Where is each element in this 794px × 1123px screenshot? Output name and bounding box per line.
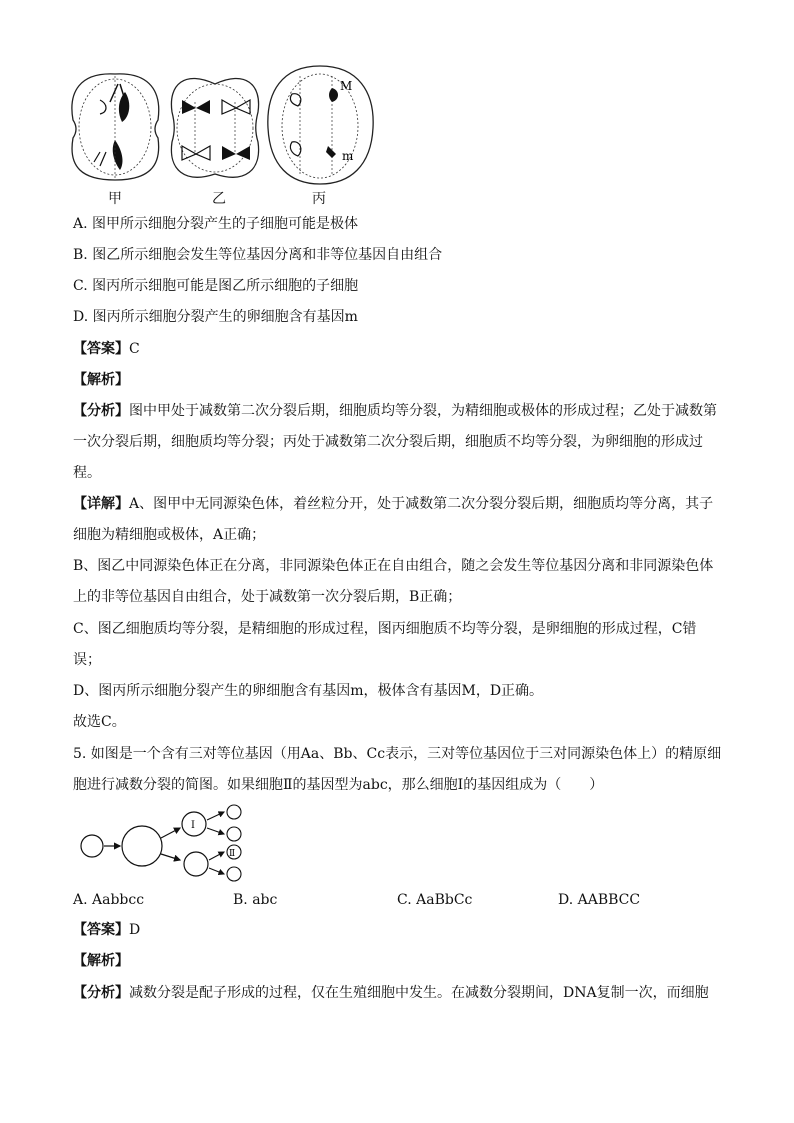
q5-stem-line-2: 胞进行减数分裂的简图。如果细胞Ⅱ的基因型为abc，那么细胞Ⅰ的基因组成为（ ） xyxy=(73,777,604,793)
q5-stem-line-1: 5. 如图是一个含有三对等位基因（用Aa、Bb、Cc表示，三对等位基因位于三对同源染色体上）的精原细 xyxy=(73,746,722,762)
label-bing: 丙 xyxy=(312,191,326,207)
xiangjie-text: A、图甲中无同源染色体，着丝粒分开，处于减数第二次分裂分裂后期，细胞质均等分离，其子 xyxy=(129,496,714,512)
q5-analysis-tag: 【解析】 xyxy=(73,953,129,969)
q4-xiangjie-line-4: 上的非等位基因自由组合，处于减数第一次分裂后期，B正确； xyxy=(73,589,462,605)
q4-xiangjie-line-3: B、图乙中同源染色体正在分离，非同源染色体正在自由组合，随之会发生等位基因分离和非同源染色体 xyxy=(73,558,714,574)
q4-xiangjie-line-5: C、图乙细胞质均等分裂，是精细胞的形成过程，图丙细胞质不均等分裂，是卵细胞的形成过程，C错 xyxy=(73,621,697,637)
cell-bing xyxy=(268,66,373,184)
q4-option-d: D. 图丙所示细胞分裂产生的卵细胞含有基因m xyxy=(73,309,358,325)
q4-xiangjie-line-2: 细胞为精细胞或极体，A正确； xyxy=(73,527,266,543)
answer-value: D xyxy=(129,922,141,938)
fenxi-tag: 【分析】 xyxy=(73,985,129,1001)
q5-option-b: B. abc xyxy=(233,892,278,908)
q4-option-c: C. 图丙所示细胞可能是图乙所示细胞的子细胞 xyxy=(73,278,359,294)
meiosis-diagram xyxy=(76,806,256,882)
q5-answer xyxy=(73,920,723,940)
gene-label-m: m xyxy=(342,149,354,163)
q4-option-a: A. 图甲所示细胞分裂产生的子细胞可能是极体 xyxy=(73,216,359,232)
q4-analysis-tag: 【解析】 xyxy=(73,372,129,388)
q4-fenxi-line-1 xyxy=(73,401,723,421)
fenxi-tag: 【分析】 xyxy=(73,403,129,419)
q4-conclusion: 故选C。 xyxy=(73,714,126,730)
cell-division-figure xyxy=(70,62,380,202)
fenxi-text: 图中甲处于减数第二次分裂后期，细胞质均等分裂，为精细胞或极体的形成过程；乙处于减数第 xyxy=(129,403,717,419)
q5-fenxi-line xyxy=(73,983,723,1003)
cell-yi xyxy=(171,79,258,178)
q5-option-c: C. AaBbCc xyxy=(397,892,473,908)
fenxi-text: 减数分裂是配子形成的过程，仅在生殖细胞中发生。在减数分裂期间，DNA复制一次，而细胞 xyxy=(129,985,709,1001)
answer-value: C xyxy=(129,341,140,357)
cell-jia xyxy=(72,74,159,180)
q5-option-a: A. Aabbcc xyxy=(73,892,145,908)
q4-xiangjie-line-6: 误； xyxy=(73,652,101,668)
cell-mark-1: Ⅰ xyxy=(191,820,195,831)
q4-fenxi-line-2: 一次分裂后期，细胞质均等分裂；丙处于减数第二次分裂后期，细胞质不均等分裂，为卵细胞的形成过 xyxy=(73,434,703,450)
cell-mark-2: Ⅱ xyxy=(229,849,236,859)
q4-xiangjie-line-7: D、图丙所示细胞分裂产生的卵细胞含有基因m，极体含有基因M，D正确。 xyxy=(73,683,544,699)
q4-option-b: B. 图乙所示细胞会发生等位基因分离和非等位基因自由组合 xyxy=(73,247,443,263)
q4-answer xyxy=(73,339,723,359)
xiangjie-tag: 【详解】 xyxy=(73,496,129,512)
label-yi: 乙 xyxy=(212,191,226,207)
q4-fenxi-line-3: 程。 xyxy=(73,465,101,481)
q4-xiangjie-line-1 xyxy=(73,494,723,514)
label-jia: 甲 xyxy=(108,191,122,207)
gene-label-M: M xyxy=(340,79,353,93)
answer-tag: 【答案】 xyxy=(73,341,129,357)
q5-option-d: D. AABBCC xyxy=(558,892,641,908)
answer-tag: 【答案】 xyxy=(73,922,129,938)
